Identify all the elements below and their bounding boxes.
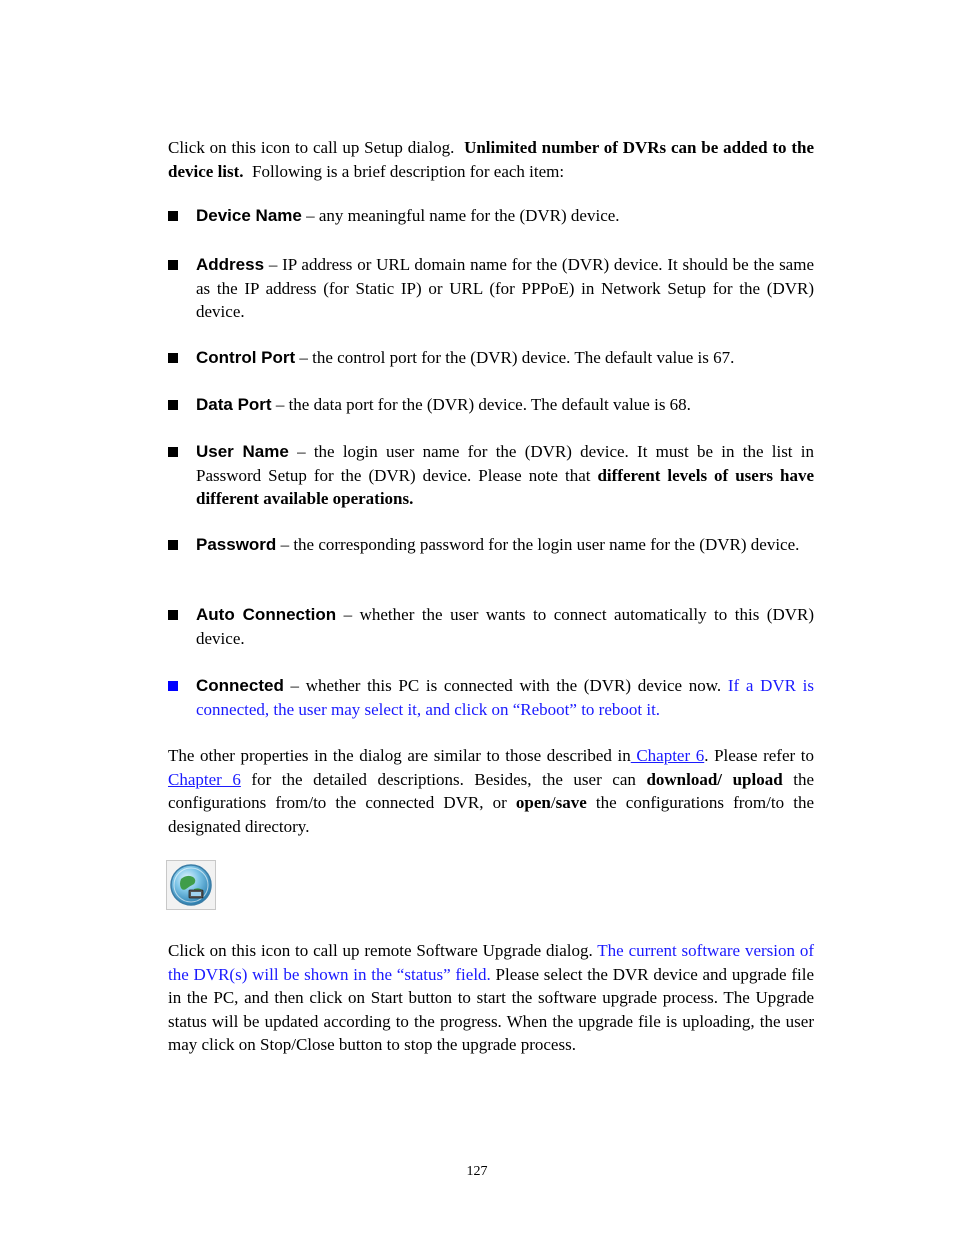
square-bullet-icon (168, 447, 178, 457)
item-desc: – the login user name for the (DVR) device. It must be in the list in Password Setup for the (DVR) device. Please note that (196, 442, 814, 485)
item-desc: – the data port for the (DVR) device. The default value is 68. (271, 395, 691, 414)
text-run: / (550, 793, 556, 812)
intro-text-2: Following is a brief description for each item: (252, 161, 565, 181)
square-bullet-icon (168, 540, 178, 550)
text-run: Click on this icon to call up remote Software Upgrade dialog. (168, 941, 598, 960)
chapter-6-link[interactable]: Chapter 6 (630, 746, 705, 765)
globe-upgrade-icon-graphic (167, 861, 215, 909)
intro-text-1: Click on this icon to call up Setup dialog. (168, 138, 455, 157)
page-number: 127 (466, 1164, 488, 1179)
list-item-control-port (168, 346, 814, 370)
square-bullet-icon (168, 211, 178, 221)
square-bullet-icon (168, 353, 178, 363)
text-run: the configurations from/to the connected DVR, or (168, 769, 814, 812)
chapter-6-link-2[interactable]: Chapter 6 (168, 769, 241, 789)
list-item-user-name (168, 440, 814, 511)
item-term: User Name (196, 442, 289, 461)
bold-text: download/ upload (646, 769, 783, 789)
bold-text: open (515, 793, 551, 812)
bold-text: save (555, 793, 587, 812)
item-term: Control Port (196, 348, 296, 367)
list-item-connected (168, 674, 814, 721)
intro-paragraph (168, 136, 814, 183)
text-run: for the detailed descriptions. Besides, the user can (240, 769, 647, 789)
item-desc: – the corresponding password for the login user name for the (DVR) device. (276, 535, 800, 554)
list-item-address (168, 253, 814, 324)
item-desc: – whether this PC is connected with the (DVR) device now. (283, 676, 728, 695)
square-bullet-icon (168, 681, 178, 691)
intro-bold-text: Unlimited number of DVRs can be added to the device list. (168, 138, 814, 181)
other-properties-paragraph (168, 744, 814, 838)
item-term: Connected (196, 676, 284, 695)
text-run: . Please refer to (704, 746, 814, 765)
highlight-text: The current software version of the DVR(s) will be shown in the “status” field. (168, 941, 814, 984)
item-desc: – whether the user wants to connect automatically to this (DVR) device. (196, 605, 815, 648)
item-term: Address (196, 255, 265, 274)
item-term: Data Port (196, 395, 272, 414)
list-item-data-port (168, 393, 814, 417)
square-bullet-icon (168, 610, 178, 620)
item-desc-bold: different levels of users have different available operations. (196, 465, 814, 508)
item-desc-highlight: If a DVR is connected, the user may select it, and click on “Reboot” to reboot it. (196, 676, 814, 719)
item-desc: – the control port for the (DVR) device. The default value is 67. (295, 348, 735, 367)
square-bullet-icon (168, 400, 178, 410)
list-item-auto-connection (168, 603, 814, 650)
upgrade-paragraph (168, 939, 814, 1057)
text-run: Please select the DVR device and upgrade file in the PC, and then click on Start button to start the software upgrade process. The Upgrade status will be updated according to the progress. When the upgrade file is uploading, the user may click on Stop/Close button to stop the upgrade process. (168, 964, 814, 1054)
item-desc: – IP address or URL domain name for the (DVR) device. It should be the same as the IP address (for Static IP) or URL (for PPPoE) in Network Setup for the (DVR) device. (196, 255, 814, 321)
globe-upgrade-icon (166, 860, 216, 910)
item-term: Password (196, 535, 277, 554)
text-run: The other properties in the dialog are similar to those described in (168, 746, 631, 765)
square-bullet-icon (168, 260, 178, 270)
text-run: the configurations from/to the designated directory. (168, 793, 814, 836)
item-desc: – any meaningful name for the (DVR) device. (301, 206, 620, 225)
list-item-device-name (168, 204, 814, 228)
list-item-password (168, 533, 814, 557)
item-term: Auto Connection (196, 605, 337, 624)
item-term: Device Name (196, 206, 302, 225)
